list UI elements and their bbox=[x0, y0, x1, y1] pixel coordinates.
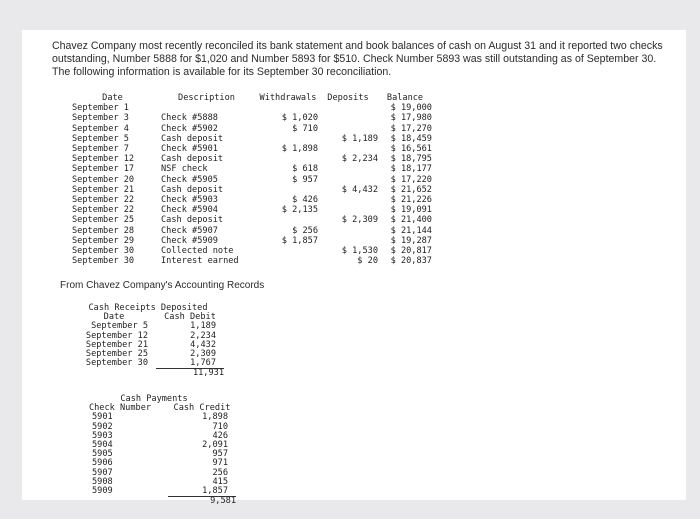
statement-balance: $ 19,091 bbox=[390, 205, 432, 216]
payment-check-number: 5905 bbox=[92, 449, 113, 460]
statement-balance: $ 21,400 bbox=[390, 215, 432, 226]
statement-withdrawal bbox=[258, 154, 318, 164]
payment-check-number: 5902 bbox=[92, 421, 113, 432]
payment-check-number: 5903 bbox=[92, 430, 113, 441]
statement-balance: $ 21,226 bbox=[390, 195, 432, 206]
statement-row bbox=[70, 175, 432, 185]
statement-withdrawal bbox=[258, 103, 318, 113]
statement-date: September 30 bbox=[72, 246, 135, 257]
bank-statement-table bbox=[70, 93, 432, 266]
statement-date: September 4 bbox=[72, 123, 129, 134]
payments-title: Cash Payments bbox=[120, 394, 188, 404]
statement-row bbox=[70, 154, 432, 164]
statement-description: Check #5904 bbox=[161, 205, 218, 216]
payment-amount: 1,857 bbox=[202, 486, 228, 497]
statement-description: Check #5909 bbox=[161, 235, 218, 246]
statement-row bbox=[70, 215, 432, 225]
payments-col-credit: Cash Credit bbox=[173, 403, 231, 414]
statement-description: Collected note bbox=[161, 246, 234, 257]
receipt-date: September 21 bbox=[85, 339, 148, 350]
statement-description: Cash deposit bbox=[161, 133, 224, 144]
statement-date: September 5 bbox=[72, 133, 129, 144]
statement-balance: $ 17,220 bbox=[390, 174, 432, 185]
statement-description: NSF check bbox=[161, 164, 208, 175]
receipts-col-date: Date bbox=[103, 312, 125, 323]
receipts-total: 11,931 bbox=[156, 369, 224, 379]
payments-total: 9,581 bbox=[168, 497, 236, 507]
cash-receipts-ledger bbox=[72, 304, 224, 379]
receipts-col-debit: Cash Debit bbox=[164, 312, 216, 323]
statement-balance: $ 18,459 bbox=[390, 133, 432, 144]
receipt-amount: 2,234 bbox=[190, 330, 216, 341]
payment-check-number: 5909 bbox=[92, 486, 113, 497]
statement-description: Check #5901 bbox=[161, 144, 218, 155]
statement-description bbox=[155, 103, 258, 113]
statement-withdrawal bbox=[258, 215, 318, 225]
statement-date: September 22 bbox=[72, 195, 135, 206]
statement-balance: $ 20,817 bbox=[390, 246, 432, 257]
statement-deposit: $ 20 bbox=[357, 256, 378, 267]
statement-deposit bbox=[318, 205, 378, 215]
statement-balance: $ 20,837 bbox=[390, 256, 432, 267]
payment-check-number: 5904 bbox=[92, 440, 113, 451]
statement-description: Cash deposit bbox=[161, 215, 224, 226]
statement-withdrawal: $ 256 bbox=[292, 225, 318, 236]
payment-amount: 957 bbox=[212, 449, 228, 460]
statement-row bbox=[70, 134, 432, 144]
payment-amount: 710 bbox=[212, 421, 228, 432]
receipt-date: September 30 bbox=[85, 358, 148, 369]
statement-date: September 7 bbox=[72, 144, 129, 155]
payment-check-number: 5901 bbox=[92, 412, 113, 423]
statement-row bbox=[70, 226, 432, 236]
statement-date: September 1 bbox=[72, 103, 129, 114]
payment-check-number: 5908 bbox=[92, 476, 113, 487]
statement-withdrawal bbox=[258, 134, 318, 144]
statement-balance: $ 17,270 bbox=[390, 123, 432, 134]
statement-withdrawal: $ 957 bbox=[292, 174, 318, 185]
statement-date: September 17 bbox=[72, 164, 135, 175]
statement-balance: $ 18,795 bbox=[390, 154, 432, 165]
statement-row bbox=[70, 164, 432, 174]
cash-payments-ledger bbox=[72, 395, 236, 506]
payment-check-number: 5906 bbox=[92, 458, 113, 469]
payment-amount: 1,898 bbox=[202, 412, 228, 423]
statement-date: September 3 bbox=[72, 113, 129, 124]
statement-row bbox=[70, 256, 432, 266]
statement-withdrawal bbox=[258, 185, 318, 195]
statement-deposit bbox=[318, 144, 378, 154]
statement-description: Check #5903 bbox=[161, 195, 218, 206]
col-withdrawals: Withdrawals bbox=[259, 93, 317, 103]
receipt-date: September 12 bbox=[85, 330, 148, 341]
statement-withdrawal: $ 1,857 bbox=[281, 235, 318, 246]
col-deposits: Deposits bbox=[327, 93, 369, 103]
statement-description: Check #5905 bbox=[161, 174, 218, 185]
statement-row bbox=[70, 236, 432, 246]
statement-row bbox=[70, 124, 432, 134]
statement-deposit bbox=[318, 113, 378, 123]
statement-deposit: $ 1,530 bbox=[341, 246, 378, 257]
document-page bbox=[22, 30, 686, 507]
statement-row bbox=[70, 185, 432, 195]
statement-description: Cash deposit bbox=[161, 184, 224, 195]
statement-balance: $ 19,000 bbox=[390, 103, 432, 114]
payment-amount: 415 bbox=[212, 476, 228, 487]
receipt-date: September 5 bbox=[91, 321, 148, 332]
payment-check-number: 5907 bbox=[92, 467, 113, 478]
bank-statement-header bbox=[70, 93, 432, 103]
statement-deposit bbox=[318, 124, 378, 134]
statement-row bbox=[70, 144, 432, 154]
statement-row bbox=[70, 103, 432, 113]
receipt-amount: 2,309 bbox=[190, 349, 216, 360]
statement-date: September 12 bbox=[72, 154, 135, 165]
statement-date: September 21 bbox=[72, 184, 135, 195]
statement-description: Cash deposit bbox=[161, 154, 224, 165]
statement-balance: $ 19,287 bbox=[390, 235, 432, 246]
statement-date: September 22 bbox=[72, 205, 135, 216]
statement-row bbox=[70, 246, 432, 256]
intro-paragraph: Chavez Company most recently reconciled its bank statement and book balances of cash on August 31 and it reported two checks outstanding, Number 5888 for $1,020 and Number 5893 for $510. Check Number 5893 was still outstanding as of September 30. The following information is available for its September 30 reconciliation. bbox=[52, 40, 663, 78]
payment-amount: 2,091 bbox=[202, 440, 228, 451]
statement-deposit bbox=[318, 103, 378, 113]
col-description: Description bbox=[178, 93, 235, 103]
payment-amount: 426 bbox=[212, 430, 228, 441]
statement-description: Check #5888 bbox=[161, 113, 218, 124]
col-balance: Balance bbox=[386, 93, 424, 103]
statement-row bbox=[70, 113, 432, 123]
statement-deposit bbox=[318, 175, 378, 185]
statement-date: September 30 bbox=[72, 256, 135, 267]
statement-deposit: $ 2,234 bbox=[341, 154, 378, 165]
statement-deposit: $ 2,309 bbox=[341, 215, 378, 226]
statement-withdrawal: $ 426 bbox=[292, 195, 318, 206]
receipts-title: Cash Receipts Deposited bbox=[88, 303, 208, 313]
payments-col-check: Check Number bbox=[88, 403, 152, 414]
statement-deposit: $ 1,189 bbox=[341, 133, 378, 144]
receipt-date: September 25 bbox=[85, 349, 148, 360]
col-date: Date bbox=[102, 93, 123, 103]
statement-row bbox=[70, 195, 432, 205]
statement-row bbox=[70, 205, 432, 215]
records-heading: From Chavez Company's Accounting Records bbox=[60, 280, 265, 291]
statement-withdrawal: $ 710 bbox=[292, 123, 318, 134]
statement-balance: $ 17,980 bbox=[390, 113, 432, 124]
statement-withdrawal: $ 1,020 bbox=[281, 113, 318, 124]
statement-deposit bbox=[318, 164, 378, 174]
statement-deposit bbox=[318, 226, 378, 236]
statement-date: September 25 bbox=[72, 215, 135, 226]
receipt-amount: 1,189 bbox=[190, 321, 216, 332]
statement-date: September 28 bbox=[72, 225, 135, 236]
statement-deposit bbox=[318, 195, 378, 205]
payment-amount: 256 bbox=[212, 467, 228, 478]
statement-description: Check #5907 bbox=[161, 225, 218, 236]
statement-balance: $ 16,561 bbox=[390, 144, 432, 155]
statement-withdrawal: $ 618 bbox=[292, 164, 318, 175]
statement-withdrawal: $ 2,135 bbox=[281, 205, 318, 216]
statement-deposit: $ 4,432 bbox=[341, 184, 378, 195]
statement-description: Check #5902 bbox=[161, 123, 218, 134]
receipt-amount: 4,432 bbox=[190, 339, 216, 350]
statement-date: September 20 bbox=[72, 174, 135, 185]
statement-withdrawal bbox=[258, 246, 318, 256]
statement-balance: $ 21,652 bbox=[390, 184, 432, 195]
statement-withdrawal: $ 1,898 bbox=[281, 144, 318, 155]
statement-description: Interest earned bbox=[161, 256, 239, 267]
statement-date: September 29 bbox=[72, 235, 135, 246]
bank-statement bbox=[70, 93, 432, 266]
statement-balance: $ 18,177 bbox=[390, 164, 432, 175]
statement-balance: $ 21,144 bbox=[390, 225, 432, 236]
statement-withdrawal bbox=[258, 256, 318, 266]
statement-deposit bbox=[318, 236, 378, 246]
payment-amount: 971 bbox=[212, 458, 228, 469]
receipt-amount: 1,767 bbox=[156, 359, 224, 369]
